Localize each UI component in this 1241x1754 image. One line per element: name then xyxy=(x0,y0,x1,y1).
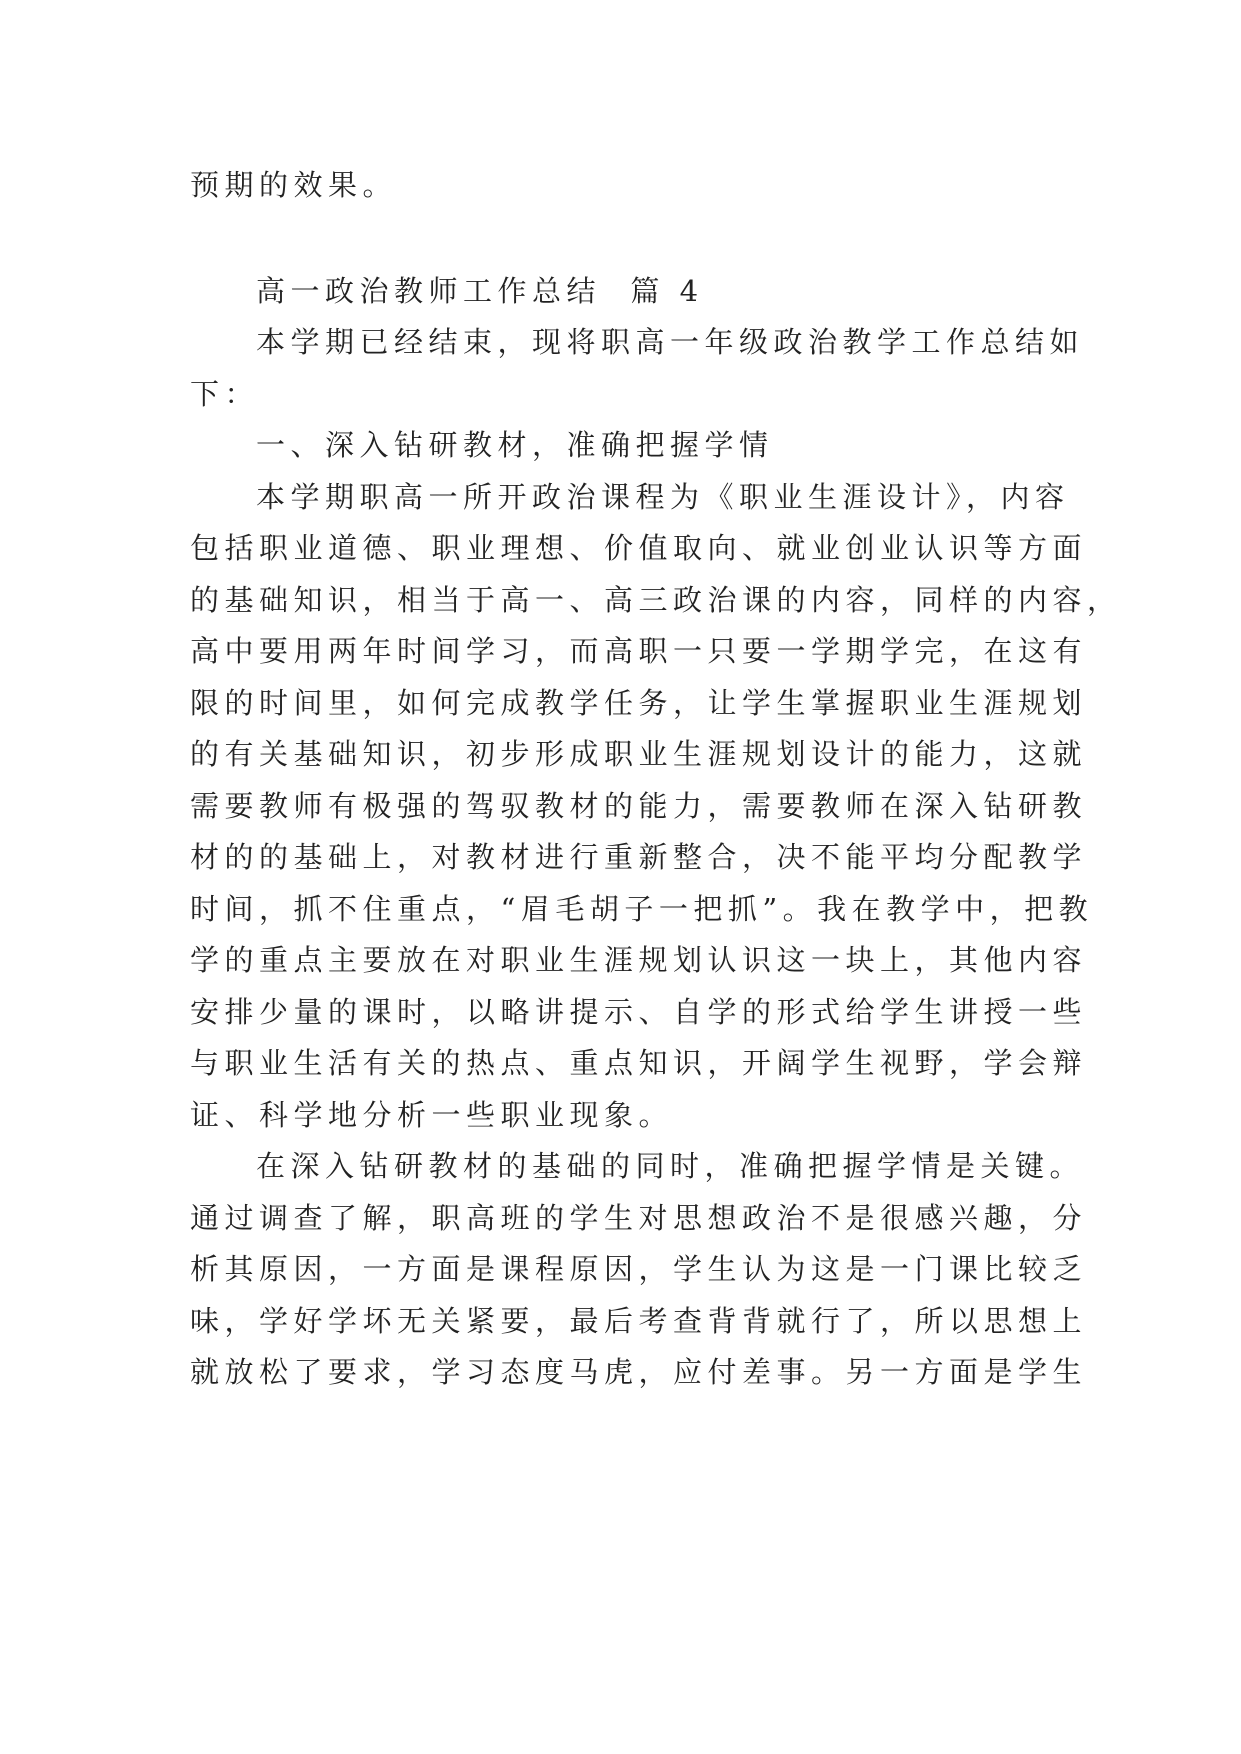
section-title: 高一政治教师工作总结 篇 4 xyxy=(256,273,704,308)
paragraph-1-line: 高中要用两年时间学习，而高职一只要一学期学完，在这有 xyxy=(190,634,1088,668)
paragraph-1-line: 需要教师有极强的驾驭教材的能力，需要教师在深入钻研教 xyxy=(190,788,1088,823)
paragraph-1-line: 材的的基础上，对教材进行重新整合，决不能平均分配教学 xyxy=(190,840,1088,874)
paragraph-1-line: 的有关基础知识，初步形成职业生涯规划设计的能力，这就 xyxy=(190,737,1088,771)
paragraph-2-line: 在深入钻研教材的基础的同时，准确把握学情是关键。 xyxy=(256,1149,1085,1183)
heading-1: 一、深入钻研教材，准确把握学情 xyxy=(256,428,774,462)
paragraph-1-line: 本学期职高一所开政治课程为《职业生涯设计》，内容 xyxy=(256,479,1070,514)
intro-line: 本学期已经结束，现将职高一年级政治教学工作总结如 xyxy=(256,325,1085,359)
paragraph-1-line: 时间，抓不住重点，“眉毛胡子一把抓”。我在教学中，把教 xyxy=(190,891,1094,926)
intro-line: 下： xyxy=(190,376,260,411)
paragraph-2-line: 通过调查了解，职高班的学生对思想政治不是很感兴趣，分 xyxy=(190,1200,1088,1235)
paragraph-1-line: 包括职业道德、职业理想、价值取向、就业创业认识等方面 xyxy=(190,531,1088,565)
paragraph-2-line: 析其原因，一方面是课程原因，学生认为这是一门课比较乏 xyxy=(190,1252,1088,1286)
paragraph-1-line: 安排少量的课时，以略讲提示、自学的形式给学生讲授一些 xyxy=(190,994,1088,1029)
document-body xyxy=(190,160,1122,1399)
paragraph-2-line: 就放松了要求，学习态度马虎，应付差事。另一方面是学生 xyxy=(190,1355,1088,1389)
carryover-line: 预期的效果。 xyxy=(190,168,398,202)
paragraph-2-line: 味，学好学坏无关紧要，最后考查背背就行了，所以思想上 xyxy=(190,1303,1088,1338)
paragraph-1-line: 与职业生活有关的热点、重点知识，开阔学生视野，学会辩 xyxy=(190,1046,1088,1080)
paragraph-1-line: 证、科学地分析一些职业现象。 xyxy=(190,1097,674,1132)
paragraph-1-line: 的基础知识，相当于高一、高三政治课的内容，同样的内容， xyxy=(190,582,1122,617)
paragraph-1-line: 限的时间里，如何完成教学任务，让学生掌握职业生涯规划 xyxy=(190,685,1088,720)
paragraph-1-line: 学的重点主要放在对职业生涯规划认识这一块上，其他内容 xyxy=(190,943,1088,977)
